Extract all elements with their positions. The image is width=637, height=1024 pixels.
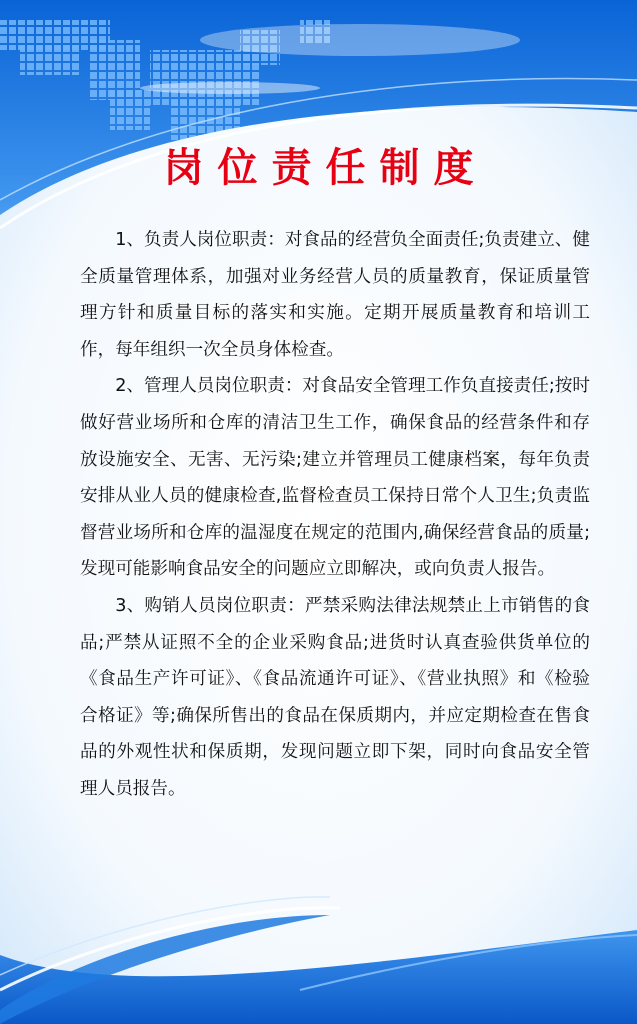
page-title: 岗位责任制度 <box>163 145 488 191</box>
paragraph-1: 1、负责人岗位职责：对食品的经营负全面责任;负责建立、健全质量管理体系，加强对业务经营人员的质量教育，保证质量管理方针和质量目标的落实和实施。定期开展质量教育和培训工作，每年组织一次全员身体检查。 <box>80 230 590 360</box>
rules-body <box>80 222 590 808</box>
paragraph-2: 2、管理人员岗位职责：对食品安全管理工作负直接责任;按时做好营业场所和仓库的清洁卫生工作，确保食品的经营条件和存放设施安全、无害、无污染;建立并管理员工健康档案，每年负责安排从业人员的健康检查,监督检查员工保持日常个人卫生;负责监督营业场所和仓库的温湿度在规定的范围内,确保经营食品的质量;发现可能影响食品安全的问题应立即解决，或向负责人报告。 <box>80 376 590 580</box>
paragraph-3: 3、购销人员岗位职责：严禁采购法律法规禁止上市销售的食品;严禁从证照不全的企业采购食品;进货时认真查验供货单位的《食品生产许可证》、《食品流通许可证》、《营业执照》和《检验合格证》等;确保所售出的食品在保质期内，并应定期检查在售食品的外观性状和保质期，发现问题立即下架，同时向食品安全管理人员报告。 <box>80 595 590 799</box>
